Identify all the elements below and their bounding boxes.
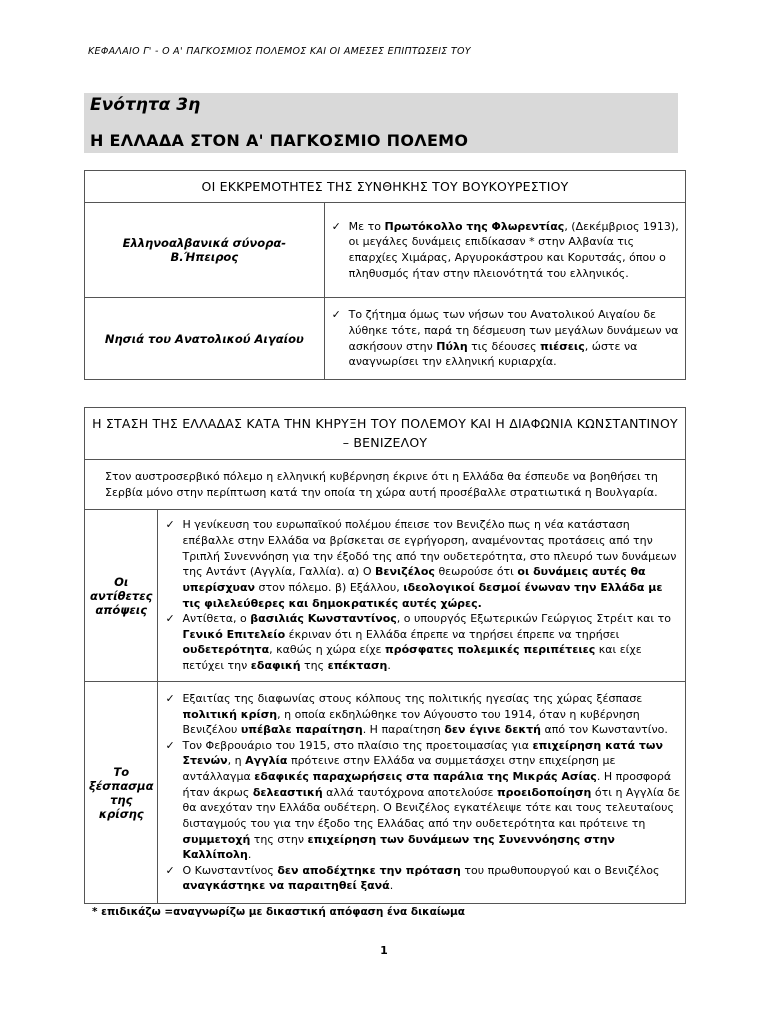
body-text: . Η παραίτηση — [362, 723, 445, 737]
emphasis-text: αναγκάστηκε να παραιτηθεί ξανά — [182, 879, 390, 893]
body-text: , η — [227, 754, 246, 768]
emphasis-text: επιχείρηση των δυνάμεων της Συνεννόησης στην Καλλίπολη — [182, 832, 615, 862]
body-text: θεωρούσε ότι — [434, 565, 518, 579]
body-text: του πρωθυπουργού και ο Βενιζέλος — [460, 863, 660, 877]
row-content — [324, 203, 685, 298]
emphasis-text: Βενιζέλος — [375, 565, 435, 579]
body-text: αλλά ταυτόχρονα αποτελούσε — [322, 785, 497, 799]
emphasis-text: υπέβαλε παραίτηση — [240, 723, 363, 737]
emphasis-text: Πρωτόκολλο της Φλωρεντίας — [384, 219, 565, 233]
emphasis-text: Γενικό Επιτελείο — [182, 627, 286, 641]
unit-title: Ενότητα 3η — [90, 95, 201, 115]
body-text: Αντίθετα, ο — [182, 612, 251, 626]
body-text: στον πόλεμο. β) Εξάλλου, — [255, 580, 404, 594]
emphasis-text: οι δυνάμεις αυτές θα υπερίσχυαν — [182, 565, 646, 594]
emphasis-text: εδαφικές παραχωρήσεις στα παράλια της Μικράς Ασίας — [254, 770, 597, 784]
row-label: Νησιά του Ανατολικού Αιγαίου — [85, 298, 325, 380]
treaty-pending-issues-table — [84, 170, 686, 380]
body-text: από τον Κωνσταντίνο. — [541, 723, 668, 737]
emphasis-text: εδαφική — [250, 658, 301, 672]
table-header: Η ΣΤΑΣΗ ΤΗΣ ΕΛΛΑΔΑΣ ΚΑΤΑ ΤΗΝ ΚΗΡΥΞΗ ΤΟΥ ΠΟΛΕΜΟΥ ΚΑΙ Η ΔΙΑΦΩΝΙΑ ΚΩΝΣΤΑΝΤΙΝΟΥ – ΒΕΝΙΖΕΛΟΥ — [85, 408, 686, 460]
body-text: , (Δεκέμβριος 1913), οι μεγάλες δυνάμεις επιδίκασαν * στην Αλβανία τις επαρχίες Χιμάρας, Αργυροκάστρου και Κορυτσάς, όπου ο πληθυσμός ήταν στην πλειονότητά του ελληνικός. — [348, 219, 679, 280]
emphasis-text: πολιτική κρίση — [182, 707, 278, 721]
emphasis-text: βασιλιάς Κωνσταντίνος — [250, 612, 397, 626]
emphasis-text: συμμετοχή — [182, 832, 251, 846]
body-text: , ο υπουργός Εξωτερικών Γεώργιος Στρέιτ και το — [396, 612, 672, 626]
body-text: Με το — [348, 219, 385, 233]
title-block — [84, 93, 678, 153]
body-text: , καθώς η χώρα είχε — [269, 643, 385, 657]
emphasis-text: δεν αποδέχτηκε την πρόταση — [277, 863, 461, 877]
body-text: της — [300, 658, 328, 672]
emphasis-text: ουδετερότητα — [182, 643, 270, 657]
body-text: έκριναν ότι η Ελλάδα έπρεπε να τηρήσει έπρεπε να τηρήσει — [285, 627, 620, 641]
body-text: Το ζήτημα όμως των νήσων του Ανατολικού Αιγαίου δε λύθηκε τότε, παρά τη δέσμευση των μεγάλων δυνάμεων να ασκήσουν στην — [348, 308, 679, 353]
emphasis-text: επιχείρηση κατά των Στενών — [182, 738, 663, 768]
body-text: και είχε πετύχει την — [182, 643, 642, 672]
body-text: Εξαιτίας της διαφωνίας στους κόλπους της πολιτικής ηγεσίας της χώρας ξέσπασε — [182, 692, 643, 706]
section-content — [158, 682, 686, 904]
body-text: τις δέουσες — [467, 339, 541, 353]
check-item — [162, 691, 681, 738]
intro-text: Στον αυστροσερβικό πόλεμο η ελληνική κυβέρνηση έκρινε ότι η Ελλάδα θα έσπευδε να βοηθήσει τη Σερβία μόνο στην περίπτωση κατά την οποία τη χώρα αυτή προσέβαλλε στρατιωτικά η Βουλγαρία. — [85, 460, 686, 510]
emphasis-text: προειδοποίηση — [496, 785, 592, 799]
check-item — [162, 863, 681, 894]
body-text: ότι η Αγγλία δε θα ανεχόταν την Ελλάδα ουδέτερη. Ο Βενιζέλος εγκατέλειψε τότε και τους τελευταίους δισταγμούς του για την έξοδο της Ελλάδας από την ουδετερότητα και πρότεινε τη — [182, 785, 681, 830]
row-label: Ελληνοαλβανικά σύνορα- Β.Ήπειρος — [85, 203, 325, 298]
body-text: , η οποία εκδηλώθηκε τον Αύγουστο του 1914, όταν η κυβέρνηση Βενιζέλου — [182, 707, 640, 737]
body-text: . — [387, 658, 391, 672]
body-text: της στην — [250, 832, 308, 846]
body-text: . — [389, 879, 394, 893]
emphasis-text: δεν έγινε δεκτή — [444, 723, 542, 737]
emphasis-text: Πύλη — [436, 339, 468, 353]
row-content — [324, 298, 685, 380]
body-text: πρότεινε στην Ελλάδα να συμμετάσχει στην επιχείρηση με αντάλλαγμα — [182, 754, 616, 784]
check-item — [162, 611, 681, 673]
emphasis-text: πιέσεις — [540, 339, 585, 353]
body-text: Ο Κωνσταντίνος — [182, 863, 278, 877]
running-header: ΚΕΦΑΛΑΙΟ Γ' - Ο Α' ΠΑΓΚΟΣΜΙΟΣ ΠΟΛΕΜΟΣ ΚΑΙ ΟΙ ΑΜΕΣΕΣ ΕΠΙΠΤΩΣΕΙΣ ΤΟΥ — [88, 46, 471, 57]
body-text: . — [247, 848, 252, 862]
page-number: 1 — [380, 944, 388, 957]
emphasis-text: ιδεολογικοί δεσμοί ένωναν την Ελλάδα με τις φιλελεύθερες και δημοκρατικές αυτές χώρες. — [182, 580, 663, 610]
section-label: Οι αντίθετες απόψεις — [85, 510, 158, 682]
check-item — [329, 307, 681, 369]
emphasis-text: πρόσφατες πολεμικές περιπέτειες — [385, 643, 596, 657]
footnote: * επιδικάζω =αναγνωρίζω με δικαστική απόφαση ένα δικαίωμα — [92, 906, 465, 918]
body-text: . Η προσφορά ήταν άκρως — [182, 770, 672, 799]
emphasis-text: Αγγλία — [245, 754, 288, 768]
table-header: ΟΙ ΕΚΚΡΕΜΟΤΗΤΕΣ ΤΗΣ ΣΥΝΘΗΚΗΣ ΤΟΥ ΒΟΥΚΟΥΡΕΣΤΙΟΥ — [85, 171, 686, 203]
greece-stance-table — [84, 407, 686, 904]
emphasis-text: δελεαστική — [252, 785, 323, 799]
emphasis-text: επέκταση — [327, 658, 388, 672]
check-item — [329, 219, 681, 281]
section-content — [158, 510, 686, 682]
check-item — [162, 517, 681, 611]
body-text: Η γενίκευση του ευρωπαϊκού πολέμου έπεισε τον Βενιζέλο πως η νέα κατάσταση επέβαλλε στην Ελλάδα να βρίσκεται σε εγρήγορση, αναμένοντας προτάσεις από την Τριπλή Συνεννόηση για την έξοδό της από την ουδετερότητα, στο πλευρό των δυνάμεων της Αντάντ (Αγγλία, Γαλλία). α) Ο — [182, 518, 677, 579]
check-item — [162, 738, 681, 863]
body-text: , ώστε να αναγνωρίσει την ελληνική κυριαρχία. — [348, 339, 638, 369]
chapter-title: Η ΕΛΛΑΔΑ ΣΤΟΝ Α' ΠΑΓΚΟΣΜΙΟ ΠΟΛΕΜΟ — [90, 131, 469, 150]
section-label: Το ξέσπασμα της κρίσης — [85, 682, 158, 904]
body-text: Τον Φεβρουάριο του 1915, στο πλαίσιο της προετοιμασίας για — [182, 738, 533, 752]
